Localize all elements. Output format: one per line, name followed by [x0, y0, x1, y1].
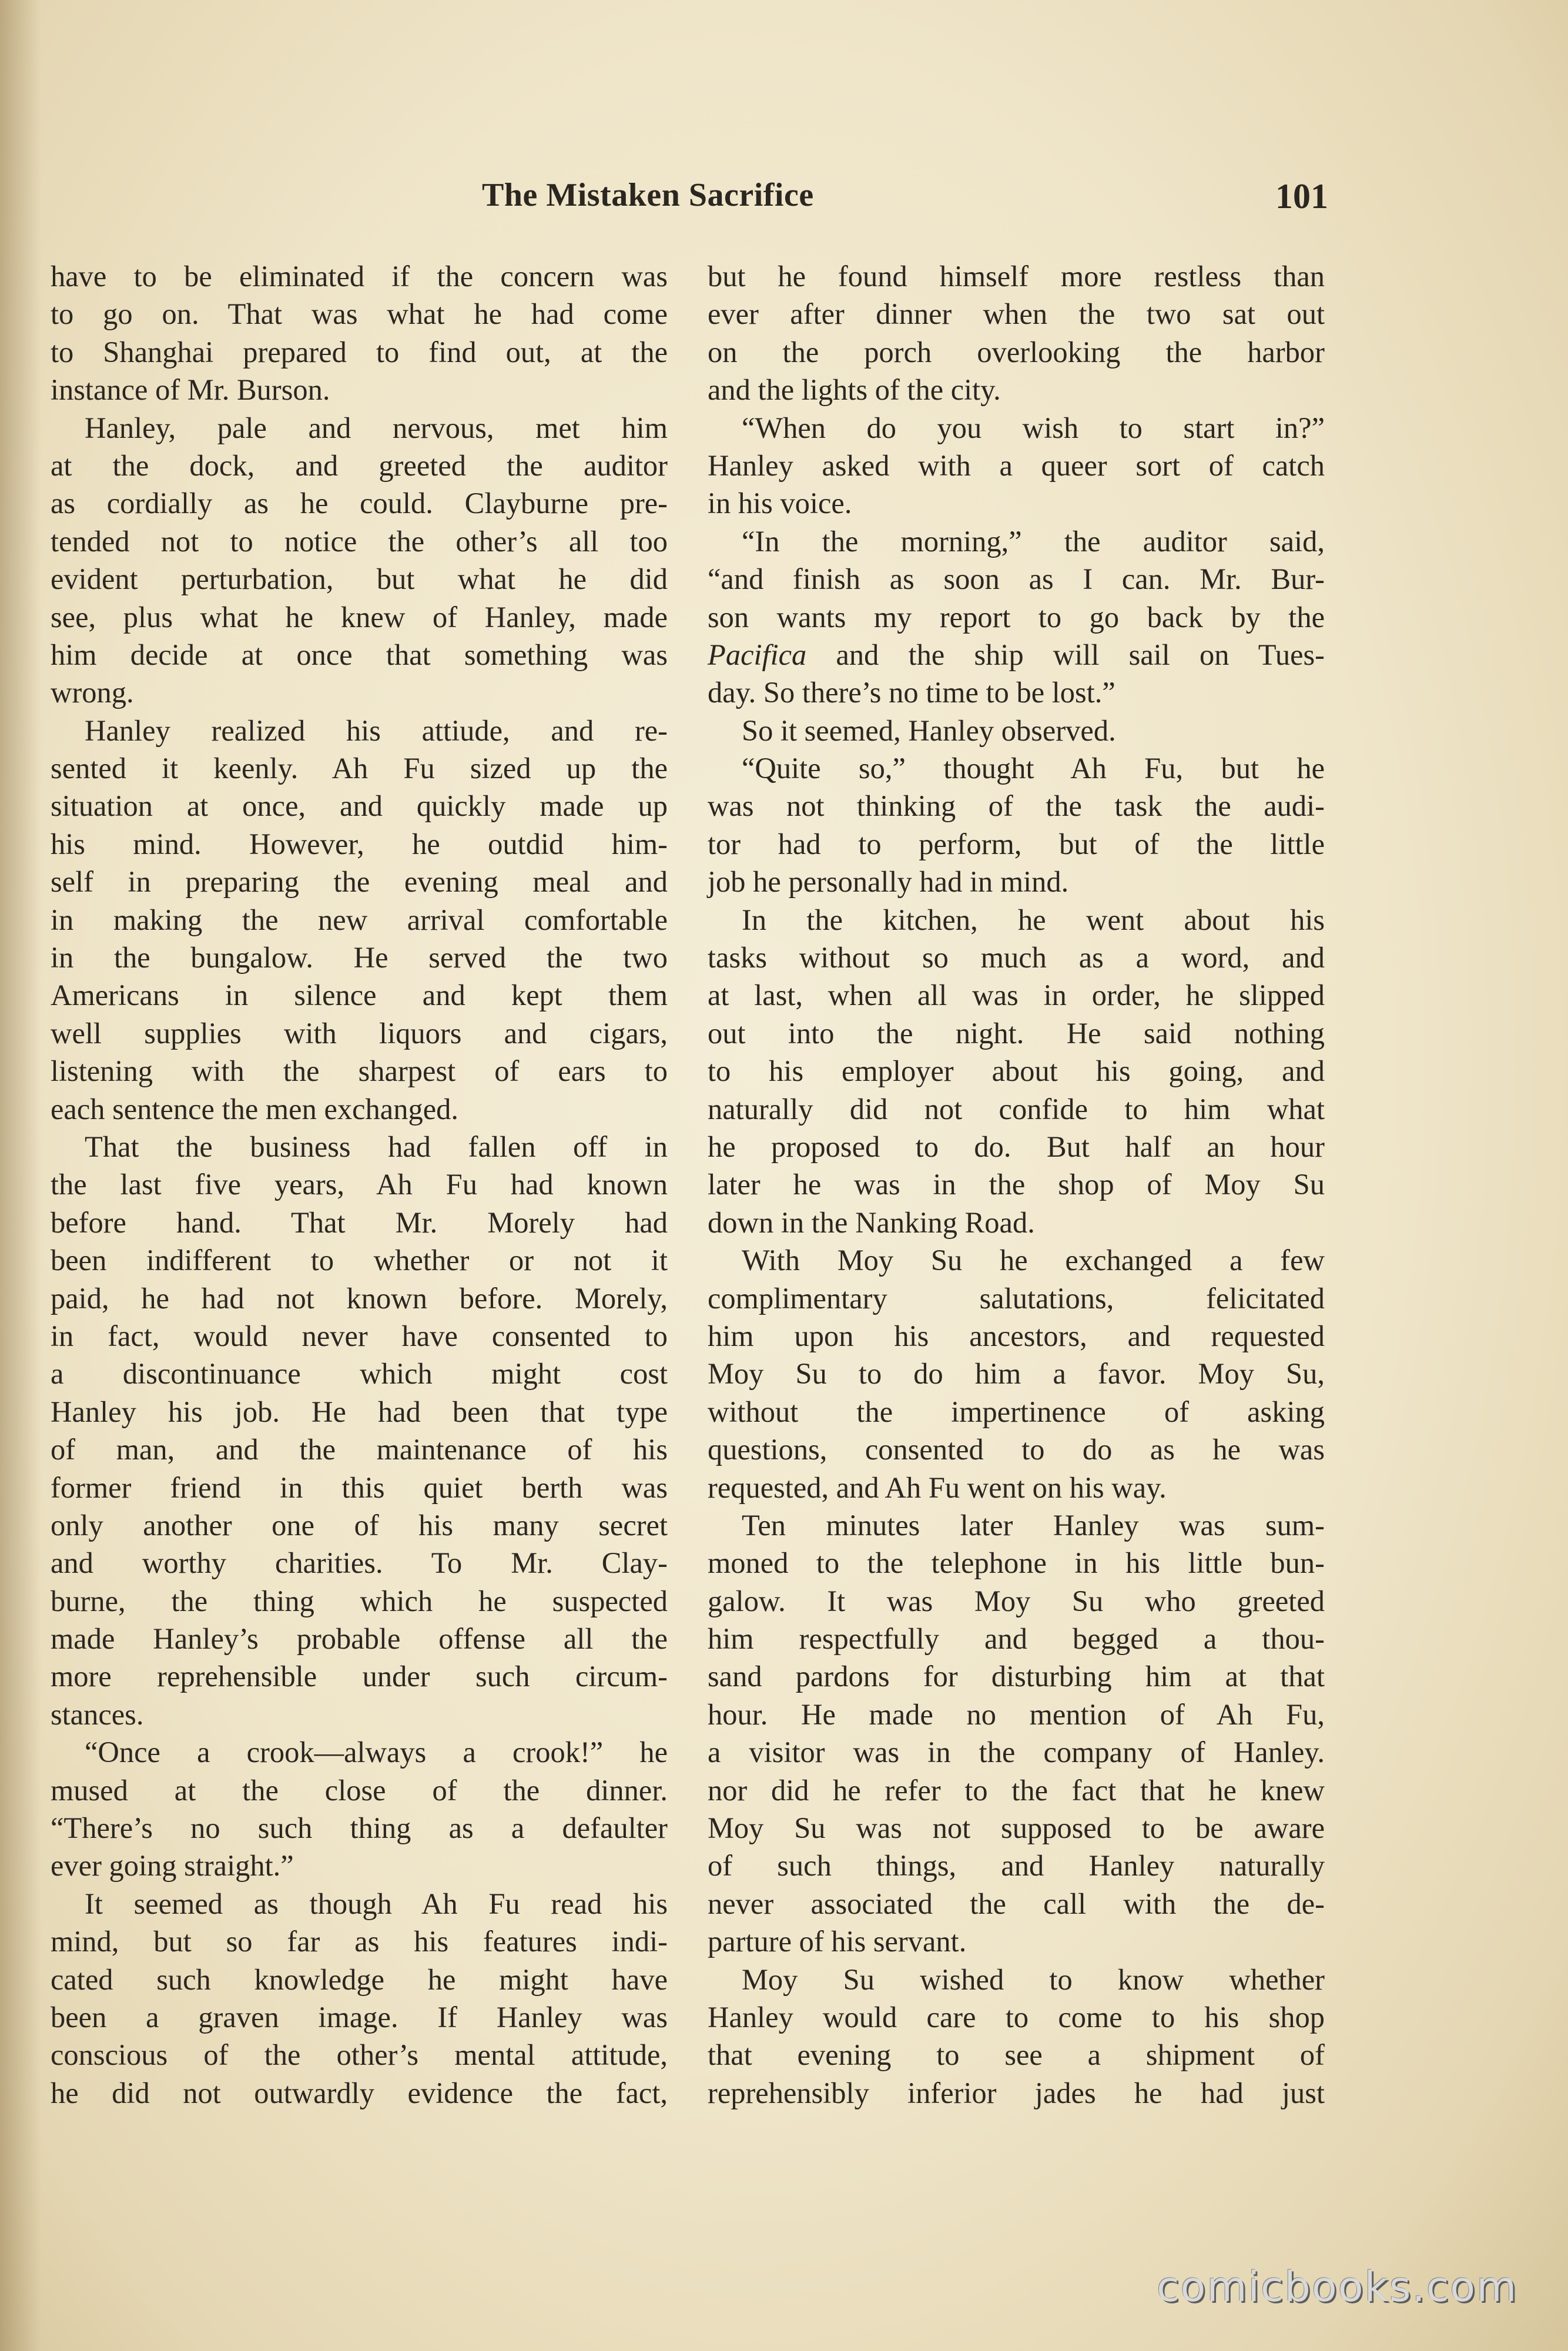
- text-line: him respectfully and begged a thou-: [708, 1622, 1325, 1656]
- text-line: Moy Su to do him a favor. Moy Su,: [708, 1357, 1325, 1391]
- text-line: sented it keenly. Ah Fu sized up the: [51, 752, 668, 785]
- text-line: his mind. However, he outdid him-: [51, 827, 668, 860]
- text-line: galow. It was Moy Su who greeted: [708, 1584, 1325, 1617]
- text-line: So it seemed, Hanley observed.: [742, 714, 1116, 747]
- right-text-column: [708, 257, 1325, 2112]
- text-line: former friend in this quiet berth was: [51, 1471, 668, 1504]
- text-line: parture of his servant.: [708, 1925, 967, 1958]
- text-line: him upon his ancestors, and requested: [708, 1319, 1325, 1352]
- text-line: at the dock, and greeted the auditor: [51, 448, 668, 482]
- text-line: and the lights of the city.: [708, 373, 1001, 407]
- text-line: naturally did not confide to him what: [708, 1092, 1325, 1126]
- text-line: requested, and Ah Fu went on his way.: [708, 1471, 1167, 1504]
- text-line: sand pardons for disturbing him at that: [708, 1660, 1325, 1693]
- text-line: Americans in silence and kept them: [51, 979, 668, 1012]
- text-line: cated such knowledge he might have: [51, 1962, 668, 1996]
- text-line: more reprehensible under such circum-: [51, 1660, 668, 1693]
- text-line: in his voice.: [708, 487, 852, 520]
- text-line: out into the night. He said nothing: [708, 1016, 1325, 1050]
- text-line: stances.: [51, 1697, 144, 1731]
- text-line: made Hanley’s probable offense all the: [51, 1622, 668, 1656]
- chapter-title: The Mistaken Sacrifice: [482, 177, 814, 213]
- text-line: to his employer about his going, and: [708, 1054, 1325, 1088]
- text-line: he did not outwardly evidence the fact,: [51, 2076, 668, 2109]
- text-line: day. So there’s no time to be lost.”: [708, 676, 1115, 709]
- text-line: each sentence the men exchanged.: [51, 1092, 459, 1126]
- text-line: of such things, and Hanley naturally: [708, 1849, 1325, 1883]
- text-line: evident perturbation, but what he did: [51, 562, 668, 596]
- text-line: in fact, would never have consented to: [51, 1319, 668, 1352]
- text-line: questions, consented to do as he was: [708, 1433, 1325, 1466]
- text-line: without the impertinence of asking: [708, 1395, 1325, 1428]
- ship-name: Pacifica: [708, 638, 807, 671]
- text-line: to go on. That was what he had come: [51, 297, 668, 331]
- text-line: the last five years, Ah Fu had known: [51, 1168, 668, 1201]
- text-line: been a graven image. If Hanley was: [51, 2000, 668, 2034]
- text-line: was not thinking of the task the audi-: [708, 789, 1325, 823]
- text-line: complimentary salutations, felicitated: [708, 1281, 1325, 1315]
- text-line: see, plus what he knew of Hanley, made: [51, 600, 668, 634]
- text-line: tended not to notice the other’s all too: [51, 524, 668, 558]
- page-binding-shadow: [0, 0, 41, 2351]
- text-line: That the business had fallen off in: [85, 1130, 668, 1163]
- text-line: With Moy Su he exchanged a few: [742, 1244, 1325, 1277]
- text-line: It seemed as though Ah Fu read his: [85, 1887, 668, 1920]
- text-line: “When do you wish to start in?”: [742, 411, 1325, 444]
- text-line: self in preparing the evening meal and: [51, 865, 668, 899]
- text-line: down in the Nanking Road.: [708, 1205, 1035, 1239]
- text-line: Ten minutes later Hanley was sum-: [742, 1508, 1325, 1542]
- text-line: son wants my report to go back by the: [708, 600, 1325, 634]
- text-line: well supplies with liquors and cigars,: [51, 1016, 668, 1050]
- text-line: later he was in the shop of Moy Su: [708, 1168, 1325, 1201]
- text-line: Hanley, pale and nervous, met him: [85, 411, 668, 444]
- text-line: Hanley his job. He had been that type: [51, 1395, 668, 1428]
- text-line: paid, he had not known before. Morely,: [51, 1281, 668, 1315]
- text-line: “and finish as soon as I can. Mr. Bur-: [708, 562, 1325, 596]
- text-line: burne, the thing which he suspected: [51, 1584, 668, 1617]
- text-line: wrong.: [51, 676, 134, 709]
- text-line: in making the new arrival comfortable: [51, 903, 668, 936]
- text-line: Hanley would care to come to his shop: [708, 2000, 1325, 2034]
- text-line: a discontinuance which might cost: [51, 1357, 668, 1391]
- text-line: Hanley realized his attiude, and re-: [85, 714, 668, 747]
- text-line: never associated the call with the de-: [708, 1887, 1325, 1920]
- text-line: him decide at once that something was: [51, 638, 668, 671]
- text-line: nor did he refer to the fact that he knew: [708, 1773, 1325, 1807]
- text-line: Hanley asked with a queer sort of catch: [708, 448, 1325, 482]
- left-text-column: [51, 257, 668, 2112]
- text-line: Pacifica and the ship will sail on Tues-: [708, 638, 1325, 671]
- text-line: ever after dinner when the two sat out: [708, 297, 1325, 331]
- text-line: only another one of his many secret: [51, 1508, 668, 1542]
- text-line: job he personally had in mind.: [708, 865, 1069, 899]
- text-line: he proposed to do. But half an hour: [708, 1130, 1325, 1163]
- text-line: conscious of the other’s mental attitude,: [51, 2038, 668, 2072]
- text-line: to Shanghai prepared to find out, at the: [51, 335, 668, 369]
- text-line: “In the morning,” the auditor said,: [742, 524, 1325, 558]
- running-header: [447, 176, 1328, 229]
- text-line: but he found himself more restless than: [708, 260, 1325, 293]
- text-line: of man, and the maintenance of his: [51, 1433, 668, 1466]
- text-line: a visitor was in the company of Hanley.: [708, 1736, 1325, 1769]
- text-line: mind, but so far as his features indi-: [51, 1925, 668, 1958]
- text-line: listening with the sharpest of ears to: [51, 1054, 668, 1088]
- text-line: instance of Mr. Burson.: [51, 373, 330, 407]
- text-line: at last, when all was in order, he slipped: [708, 979, 1325, 1012]
- text-line: reprehensibly inferior jades he had just: [708, 2076, 1325, 2109]
- text-line: been indifferent to whether or not it: [51, 1244, 668, 1277]
- text-line: mused at the close of the dinner.: [51, 1773, 668, 1807]
- text-line: “Once a crook—always a crook!” he: [85, 1736, 668, 1769]
- text-line: tasks without so much as a word, and: [708, 941, 1325, 974]
- text-line: before hand. That Mr. Morely had: [51, 1205, 668, 1239]
- text-line: situation at once, and quickly made up: [51, 789, 668, 823]
- text-line: Moy Su wished to know whether: [742, 1962, 1325, 1996]
- text-line: as cordially as he could. Clayburne pre-: [51, 487, 668, 520]
- text-line: have to be eliminated if the concern was: [51, 260, 668, 293]
- text-line: “Quite so,” thought Ah Fu, but he: [742, 752, 1325, 785]
- text-line: that evening to see a shipment of: [708, 2038, 1325, 2072]
- site-watermark: comicbooks.com: [1157, 2263, 1518, 2311]
- text-line: tor had to perform, but of the little: [708, 827, 1325, 860]
- text-line: “There’s no such thing as a defaulter: [51, 1811, 668, 1845]
- text-line: and worthy charities. To Mr. Clay-: [51, 1546, 668, 1580]
- text-line: in the bungalow. He served the two: [51, 941, 668, 974]
- text-line: In the kitchen, he went about his: [742, 903, 1325, 936]
- text-line: on the porch overlooking the harbor: [708, 335, 1325, 369]
- text-line: moned to the telephone in his little bun-: [708, 1546, 1325, 1580]
- page-number: 101: [1275, 177, 1328, 216]
- text-line: ever going straight.”: [51, 1849, 294, 1883]
- text-line: hour. He made no mention of Ah Fu,: [708, 1697, 1325, 1731]
- text-line: Moy Su was not supposed to be aware: [708, 1811, 1325, 1845]
